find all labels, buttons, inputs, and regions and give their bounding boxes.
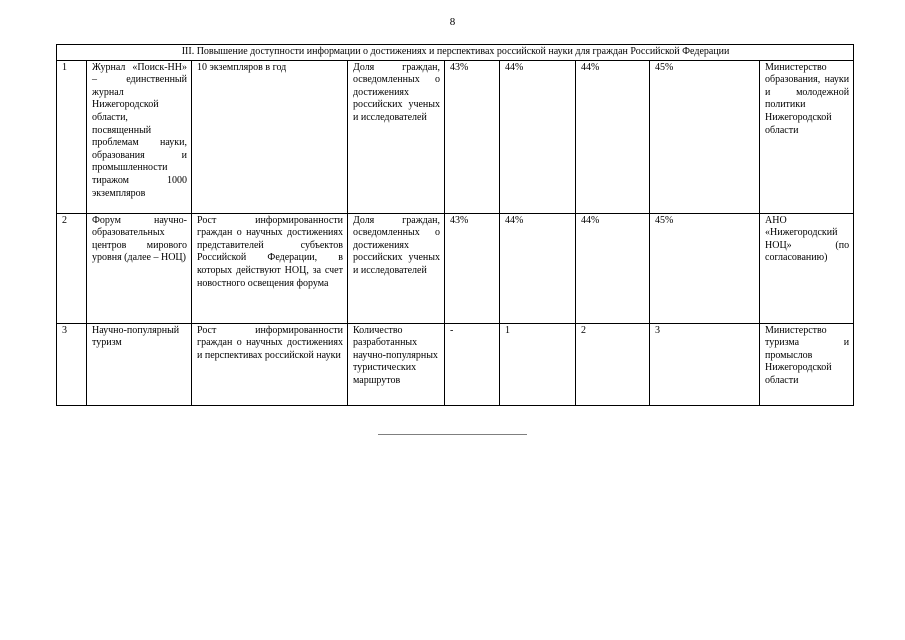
section-title: III. Повышение доступности информации о достижениях и перспективах российской науки для граждан Российской Федерации (57, 45, 854, 61)
value-1: - (445, 323, 500, 405)
value-2: 1 (500, 323, 576, 405)
table-row (57, 60, 854, 213)
value-2: 44% (500, 60, 576, 213)
value-1: 43% (445, 60, 500, 213)
responsible: АНО «Нижегородский НОЦ» (по согласованию) (760, 213, 854, 323)
measures-table (56, 44, 854, 406)
section-header-row (57, 45, 854, 61)
indicator: Доля граждан, осведомленных о достижениях российских ученых и исследователей (348, 213, 445, 323)
table-row (57, 323, 854, 405)
row-number: 1 (57, 60, 87, 213)
value-3: 44% (576, 60, 650, 213)
measure-name: Научно-популярный туризм (87, 323, 192, 405)
indicator: Количество разработанных научно-популярных туристических маршрутов (348, 323, 445, 405)
value-3: 44% (576, 213, 650, 323)
value-4: 45% (650, 60, 760, 213)
table-row (57, 213, 854, 323)
responsible: Министерство образования, науки и молодежной политики Нижегородской области (760, 60, 854, 213)
measure-result: Рост информированности граждан о научных достижениях и перспективах российской науки (192, 323, 348, 405)
value-2: 44% (500, 213, 576, 323)
value-4: 3 (650, 323, 760, 405)
measure-result: Рост информированности граждан о научных достижениях представителей субъектов Российской Федерации, в которых действуют НОЦ, за счет новостного освещения форума (192, 213, 348, 323)
measure-result: 10 экземпляров в год (192, 60, 348, 213)
value-3: 2 (576, 323, 650, 405)
indicator: Доля граждан, осведомленных о достижениях российских ученых и исследователей (348, 60, 445, 213)
row-number: 2 (57, 213, 87, 323)
value-1: 43% (445, 213, 500, 323)
value-4: 45% (650, 213, 760, 323)
page-number: 8 (449, 16, 456, 28)
measure-name: Форум научно-образовательных центров мирового уровня (далее – НОЦ) (87, 213, 192, 323)
measure-name: Журнал «Поиск-НН» – единственный журнал Нижегородской области, посвященный проблемам науки, образования и промышленности тиражом 1000 экземпляров (87, 60, 192, 213)
footer-divider (378, 434, 527, 435)
row-number: 3 (57, 323, 87, 405)
responsible: Министерство туризма и промыслов Нижегородской области (760, 323, 854, 405)
